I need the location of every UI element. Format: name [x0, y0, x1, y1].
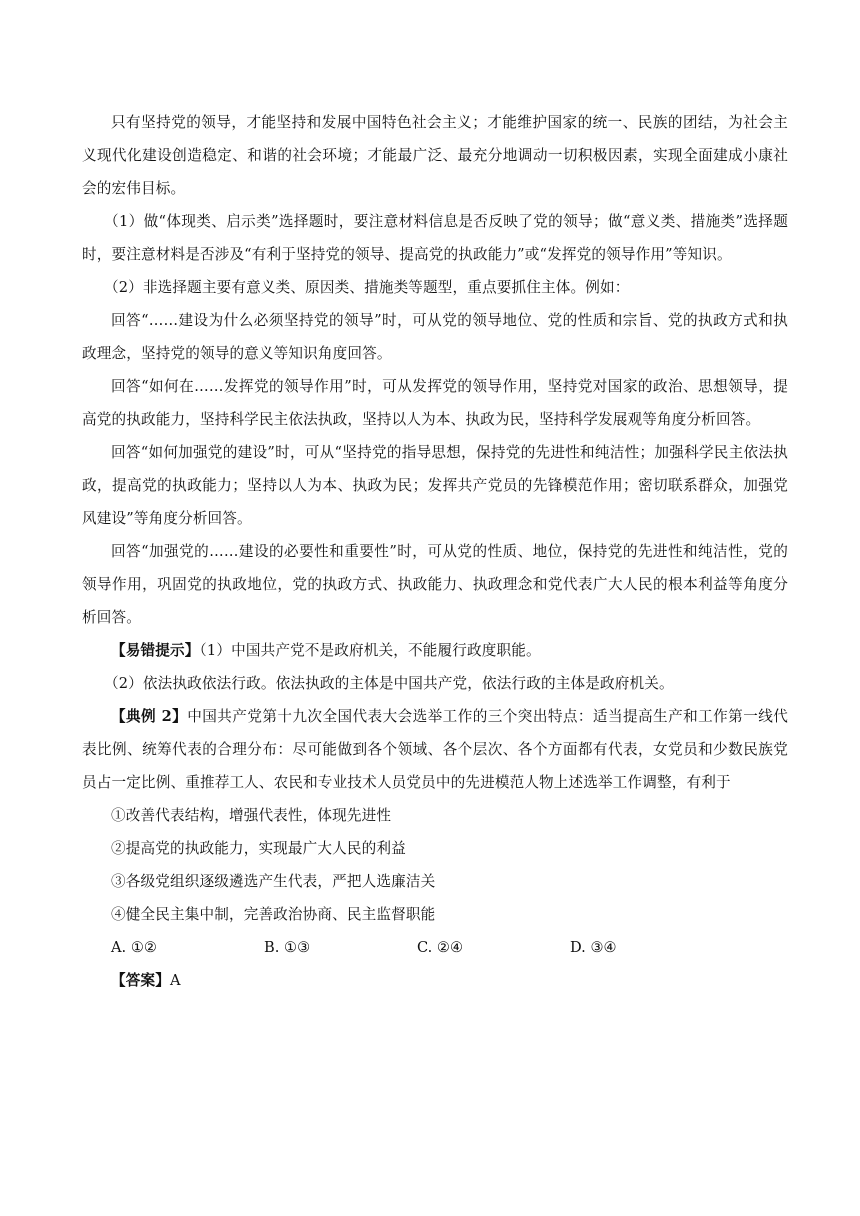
- error-tip-2: （2）依法执政依法行政。依法执政的主体是中国共产党，依法行政的主体是政府机关。: [104, 675, 674, 692]
- paragraph-party-leadership: 只有坚持党的领导，才能坚持和发展中国特色社会主义；才能维护国家的统一、民族的团结，为社会主义现代化建设创造稳定、和谐的社会环境；才能最广泛、最充分地调动一切积极因素，实现全面建成小康社会的宏伟目标。: [82, 114, 788, 197]
- paragraph-answer-necessity: 回答“加强党的……建设的必要性和重要性”时，可从党的性质、地位，保持党的先进性和纯洁性，党的领导作用，巩固党的执政地位，党的执政方式、执政能力、执政理念和党代表广大人民的根本利益等角度分析回答。: [82, 543, 788, 626]
- answer-line: [82, 964, 788, 997]
- statement-4: ④健全民主集中制，完善政治协商、民主监督职能: [111, 906, 436, 923]
- paragraph-nonchoice-tips: （2）非选择题主要有意义类、原因类、措施类等题型，重点要抓住主体。例如：: [104, 279, 630, 296]
- example-label: 【典例 2】: [111, 708, 188, 725]
- statement-1: ①改善代表结构，增强代表性，体现先进性: [111, 807, 392, 824]
- paragraph-answer-how-build: 回答“如何加强党的建设”时，可从“坚持党的指导思想，保持党的先进性和纯洁性；加强科学民主依法执政，提高党的执政能力；坚持以人为本、执政为民；发挥共产党员的先锋模范作用；密切联系群众，加强党风建设”等角度分析回答。: [82, 444, 788, 527]
- example-question: [82, 700, 788, 799]
- statement-2: ②提高党的执政能力，实现最广大人民的利益: [111, 840, 406, 857]
- option-d: D. ③④: [570, 939, 617, 956]
- error-tip-1: （1）中国共产党不是政府机关，不能履行政度职能。: [199, 642, 541, 659]
- error-tip-line-1: [82, 634, 788, 667]
- answer-value: A: [169, 972, 181, 989]
- answer-options: [82, 931, 788, 964]
- error-tip-label: 【易错提示】: [111, 642, 200, 659]
- example-text: 中国共产党第十九次全国代表大会选举工作的三个突出特点：适当提高生产和工作第一线代表比例、统筹代表的合理分布：尽可能做到各个领域、各个层次、各个方面都有代表，女党员和少数民族党员占一定比例、重推荐工人、农民和专业技术人员党员中的先进模范人物上述选举工作调整，有利于: [82, 708, 788, 791]
- option-c: C. ②④: [417, 939, 464, 956]
- option-b: B. ①③: [264, 939, 311, 956]
- answer-label: 【答案】: [111, 972, 170, 989]
- statement-3: ③各级党组织逐级遴选产生代表，严把人选廉洁关: [111, 873, 436, 890]
- paragraph-answer-how-role: 回答“如何在……发挥党的领导作用”时，可从发挥党的领导作用，坚持党对国家的政治、思想领导，提高党的执政能力，坚持科学民主依法执政，坚持以人为本、执政为民，坚持科学发展观等角度分析回答。: [82, 378, 788, 428]
- document-body: [82, 106, 788, 997]
- paragraph-answer-why: 回答“……建设为什么必须坚持党的领导”时，可从党的领导地位、党的性质和宗旨、党的执政方式和执政理念，坚持党的领导的意义等知识角度回答。: [82, 312, 788, 362]
- paragraph-choice-tips: （1）做“体现类、启示类”选择题时，要注意材料信息是否反映了党的领导；做“意义类、措施类”选择题时，要注意材料是否涉及“有利于坚持党的领导、提高党的执政能力”或“发挥党的领导作用”等知识。: [82, 213, 788, 263]
- option-a: A. ①②: [111, 939, 157, 956]
